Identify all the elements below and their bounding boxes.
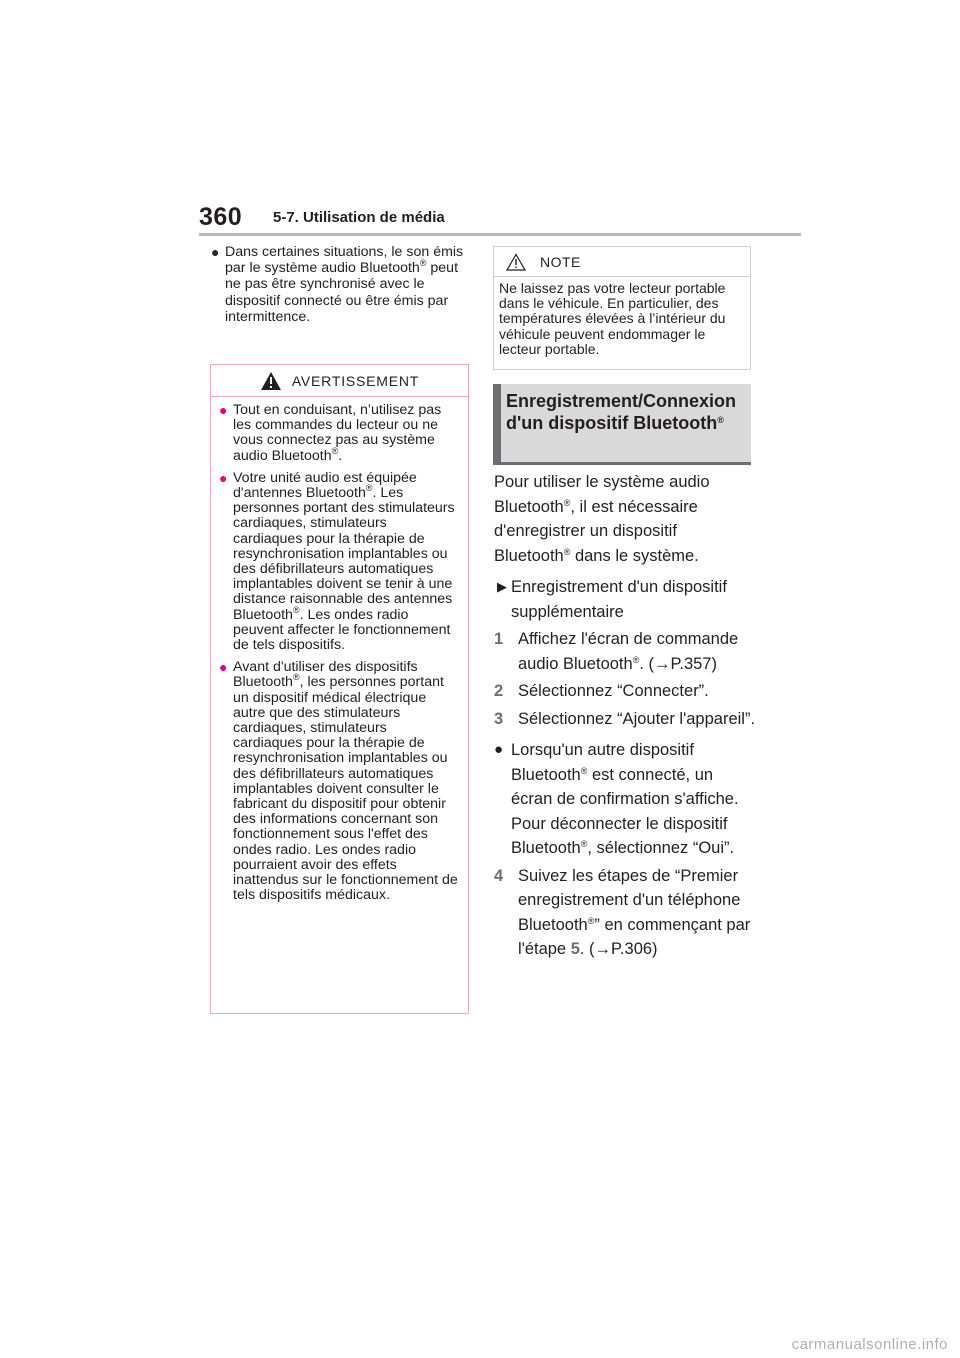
left-column <box>211 244 469 325</box>
warning-triangle-icon <box>260 371 282 391</box>
note-title: NOTE <box>540 253 581 270</box>
step-4: 4 Suivez les étapes de “Premier enregistrement d'un téléphone Bluetooth®” en commençant par l'étape 5. (→P.306) <box>494 864 756 962</box>
step-number: 3 <box>494 709 504 728</box>
bullet-dot-icon: ● <box>219 402 228 418</box>
bullet-dot-icon: ● <box>219 469 228 486</box>
step-number: 1 <box>494 630 504 648</box>
bullet-dot-icon: ● <box>219 659 228 676</box>
step-2: 2 Sélectionnez “Connecter”. <box>494 679 756 704</box>
section-heading: Enregistrement/Connexion d'un dispositif Bluetooth® <box>493 384 751 465</box>
warning-item: ● Avant d'utiliser des dispositifs Bluetooth®, les personnes portant un dispositif médical électrique autre que des stimulateurs cardiaques, stimulateurs cardiaques pour la thérapie de resynchronisation implantables ou des défibrillateurs automatiques implantables doivent consulter le fabricant du dispositif pour obtenir des informations concernant son fonctionnement sous l'effet des ondes radio. Les ondes radio pourraient avoir des effets inattendus sur le fonctionnement de tels dispositifs médicaux. <box>219 659 458 904</box>
step-number: 2 <box>494 682 504 700</box>
section-title: 5-7. Utilisation de média <box>273 209 445 226</box>
warning-header <box>211 365 468 397</box>
step-reference: 5 <box>570 940 580 958</box>
page-number: 360 <box>199 203 243 231</box>
header-rule <box>199 233 801 236</box>
note-box <box>493 246 751 370</box>
procedure-title: ▶ Enregistrement d'un dispositif supplémentaire <box>494 575 756 624</box>
step-3: 3 Sélectionnez “Ajouter l'appareil”. <box>494 707 756 732</box>
note-text: Ne laissez pas votre lecteur portable dans le véhicule. En particulier, des températures élevées à l’intérieur du véhicule peuvent endommager le lecteur portable. <box>499 280 726 357</box>
warning-title: AVERTISSEMENT <box>291 372 420 389</box>
caution-triangle-icon <box>506 253 526 271</box>
warning-item: ● Votre unité audio est équipée d'antennes Bluetooth®. Les personnes portant des stimulateurs cardiaques, stimulateurs cardiaques pour la thérapie de resynchronisation implantables ou des défibrillateurs automatiques implantables doivent se tenir à une distance raisonnable des antennes Bluetooth®. Les ondes radio peuvent affecter le fonctionnement de tels dispositifs. <box>219 469 455 654</box>
watermark: carmanualsonline.info <box>791 1336 948 1353</box>
intro-bullet: ● Dans certaines situations, le son émis par le système audio Bluetooth® peut ne pas être synchronisé avec le dispositif connecté ou être émis par intermittence. <box>211 244 464 325</box>
step-1: 1 Affichez l'écran de commande audio Bluetooth®. (→P.357) <box>494 627 756 676</box>
intro-paragraph: Pour utiliser le système audio Bluetooth®, il est nécessaire d'enregistrer un dispositif Bluetooth® dans le système. <box>494 473 710 565</box>
warning-item: ● Tout en conduisant, n’utilisez pas les commandes du lecteur ou ne vous connectez pas au système audio Bluetooth®. <box>219 402 442 464</box>
triangle-right-icon: ▶ <box>497 579 507 594</box>
note-item: ● Lorsqu'un autre dispositif Bluetooth® est connecté, un écran de confirmation s'affiche. Pour déconnecter le dispositif Bluetooth®, sélectionnez “Oui”. <box>494 738 756 861</box>
bullet-dot-icon: ● <box>494 741 504 758</box>
step-number: 4 <box>494 866 504 885</box>
bullet-dot-icon: ● <box>211 244 220 260</box>
warning-body <box>211 397 468 904</box>
right-body <box>494 470 756 962</box>
warning-box <box>210 364 469 1014</box>
note-header <box>494 247 750 277</box>
